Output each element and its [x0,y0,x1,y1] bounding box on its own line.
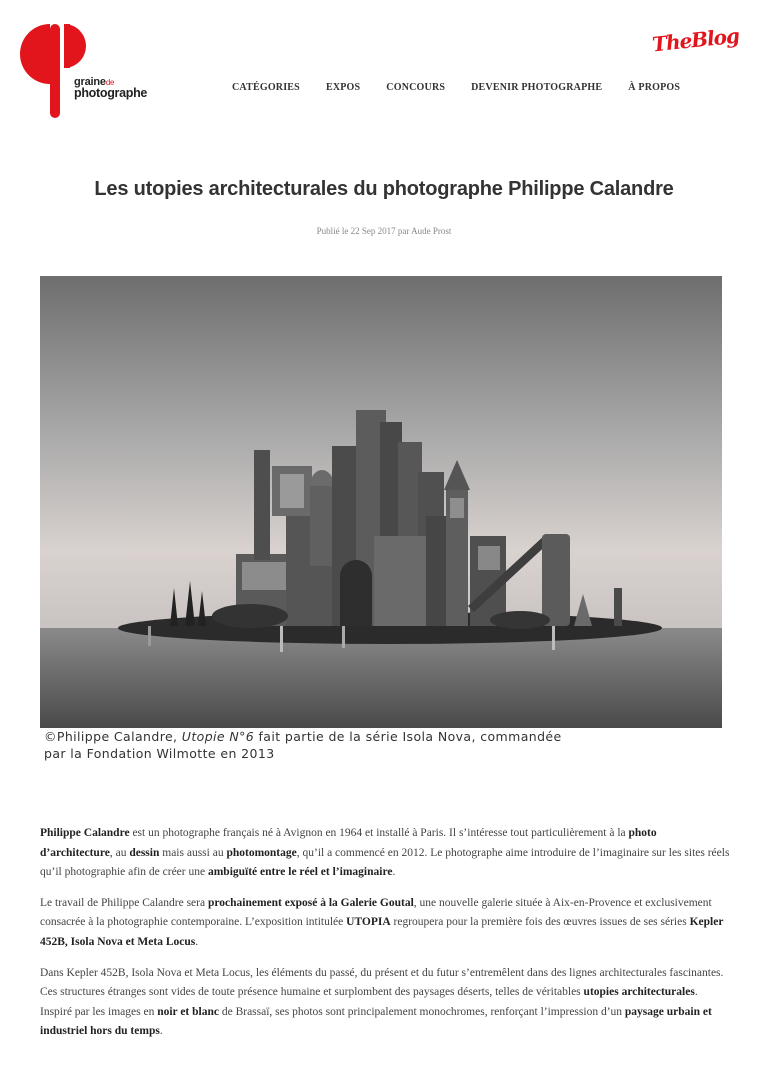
strong-text: UTOPIA [346,916,391,929]
paragraph-2 [40,894,730,953]
strong-text: utopies architecturales [583,986,695,999]
text: , une nouvelle galerie située à Aix-en-Provence et exclusivement consacrée à la photographie contemporaine. L’exposition intitulée [40,896,712,929]
text: regroupera pour la première fois des œuvres issues de ses séries [390,916,690,929]
text: . [195,935,199,948]
strong-text: noir et blanc [157,1005,219,1018]
text: mais aussi au [159,846,227,859]
strong-text: photomontage [226,846,297,859]
the-blog-link[interactable]: TheBlog [650,23,741,57]
text: est un photographe français né à Avignon en 1964 et installé à Paris. Il s’intéresse tout particulièrement à la [129,827,629,839]
nav-a-propos[interactable]: À PROPOS [628,82,681,93]
caption-line2: par la Fondation Wilmotte en 2013 [44,746,275,761]
strong-text: photo d’architecture [40,827,657,859]
nav-devenir-photographe[interactable]: DEVENIR PHOTOGRAPHE [471,82,603,93]
paragraph-3 [40,964,730,1042]
main-nav [232,82,706,93]
logo-line2: photographe [74,86,148,100]
strong-text: Kepler 452B, Isola Nova et Meta Locus [40,916,724,948]
text: Le travail de Philippe Calandre sera [40,896,208,909]
nav-concours[interactable]: CONCOURS [386,82,446,93]
photo-caption [44,728,562,762]
text: . [159,1025,163,1038]
article-photo [40,276,722,728]
nav-expos[interactable]: EXPOS [325,82,361,93]
article-meta: Publié le 22 Sep 2017 par Aude Prost [316,226,452,236]
caption-suffix: fait partie de la série Isola Nova, commandée [254,729,562,744]
strong-text: prochainement exposé à la Galerie Goutal [207,896,414,909]
logo-wordmark [74,77,147,98]
nav-categories[interactable]: CATÉGORIES [232,82,300,93]
text: , qu’il a commencé en 2012. Le photographe aime introduire de l’imaginaire sur les sites réels qu’il photographie afin de créer une [40,846,730,879]
logo-mark-icon [14,18,154,122]
site-logo[interactable] [14,18,154,122]
strong-text: ambiguïté entre le réel et l’imaginaire [207,866,393,879]
logo-line1-small: de [105,78,115,87]
text: . Inspiré par les images en [40,986,698,1018]
strong-text: paysage urbain et industriel hors du temps [40,1005,712,1038]
strong-text: dessin [129,846,160,859]
article-title: Les utopies architecturales du photographe Philippe Calandre [94,178,674,200]
caption-work: Utopie N°6 [181,729,255,744]
text: Dans Kepler 452B, Isola Nova et Meta Locus, les éléments du passé, du présent et du futur s’entremêlent dans des lignes architecturales fascinantes. Ces structures étranges sont vides de toute présence humaine et surplombent des paysages déserts, telles de véritables [40,966,724,999]
site-header [0,0,768,130]
caption-prefix: ©Philippe Calandre, [44,729,182,744]
text: de Brassaï, ses photos sont principalement monochromes, renforçant l’impression d’un [218,1005,625,1018]
logo-line1: graine [74,76,106,88]
text: , au [109,846,130,859]
article-body [40,824,730,1053]
text: . [392,866,396,879]
strong-text: Philippe Calandre [40,827,130,839]
paragraph-1 [40,824,730,883]
